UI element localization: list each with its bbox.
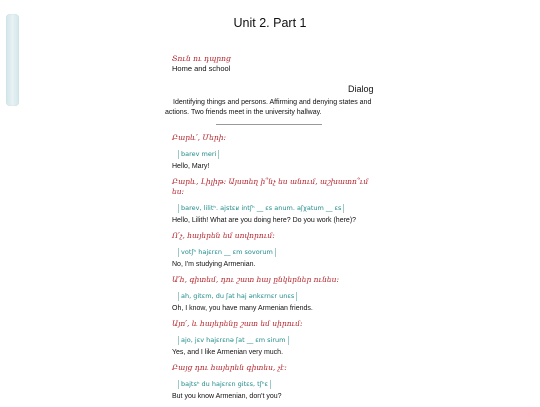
transliteration: bajtsʰ du hajɛrɛn gitɛs, tʃʰɛ [178,380,271,389]
transliteration: ah, gitɛm, du ʃat haj ənkɛrnɛr unɛs [178,292,297,301]
transliteration: barev meri [178,150,219,159]
armenian-text: Այո՛, և հայերենը շատ եմ սիրում։ [172,319,303,328]
section-heading: Dialog [348,84,374,94]
dialog-line [172,177,382,226]
transliteration: barev, lilitʰ. ajstɛʁ intʃʰ __ ɛs anum. aʃχatum __ ɛs [178,204,344,213]
armenian-text: Բարև, Լիլիթ։ Այստեղ ի՞նչ ես անում, աշխատո՞ւմ ես։ [172,177,371,196]
armenian-text: Բայց դու հայերեն գիտես, չէ։ [172,363,287,372]
armenian-text: Բարև՛, Մերի։ [172,133,227,142]
dialog-line [172,275,382,314]
english-translation: Hello, Mary! [172,163,210,170]
dialog-line [172,363,382,402]
lesson-title-english: Home and school [172,64,231,73]
english-translation: But you know Armenian, don't you? [172,393,282,400]
english-translation: Hello, Lilith! What are you doing here? Do you work (here)? [172,217,357,224]
dialog-line [172,319,382,358]
dialog-line [172,231,382,270]
intro-paragraph: Identifying things and persons. Affirming and denying states and actions. Two friends meet in the university hallway. [165,99,372,116]
page-title: Unit 2. Part 1 [233,16,307,30]
english-translation: Oh, I know, you have many Armenian friends. [172,305,313,312]
armenian-text: Ա՛հ, գիտեմ, դու շատ հայ ընկերներ ունես։ [172,275,340,284]
armenian-text: Ո՛չ, հայերեն եմ սովորում։ [172,231,275,240]
lesson-title-armenian: Տուն ու դպրոց [172,54,231,63]
dialog-lines [172,133,382,407]
dialog-line [172,133,382,172]
transliteration: votʃʰ hajɛrɛn __ ɛm sovorum [178,248,276,257]
transliteration: ajo, jɛv hajɛrɛnə ʃat __ ɛm sirum [178,336,289,345]
english-translation: No, I'm studying Armenian. [172,261,256,268]
english-translation: Yes, and I like Armenian very much. [172,349,284,356]
divider [216,124,322,125]
